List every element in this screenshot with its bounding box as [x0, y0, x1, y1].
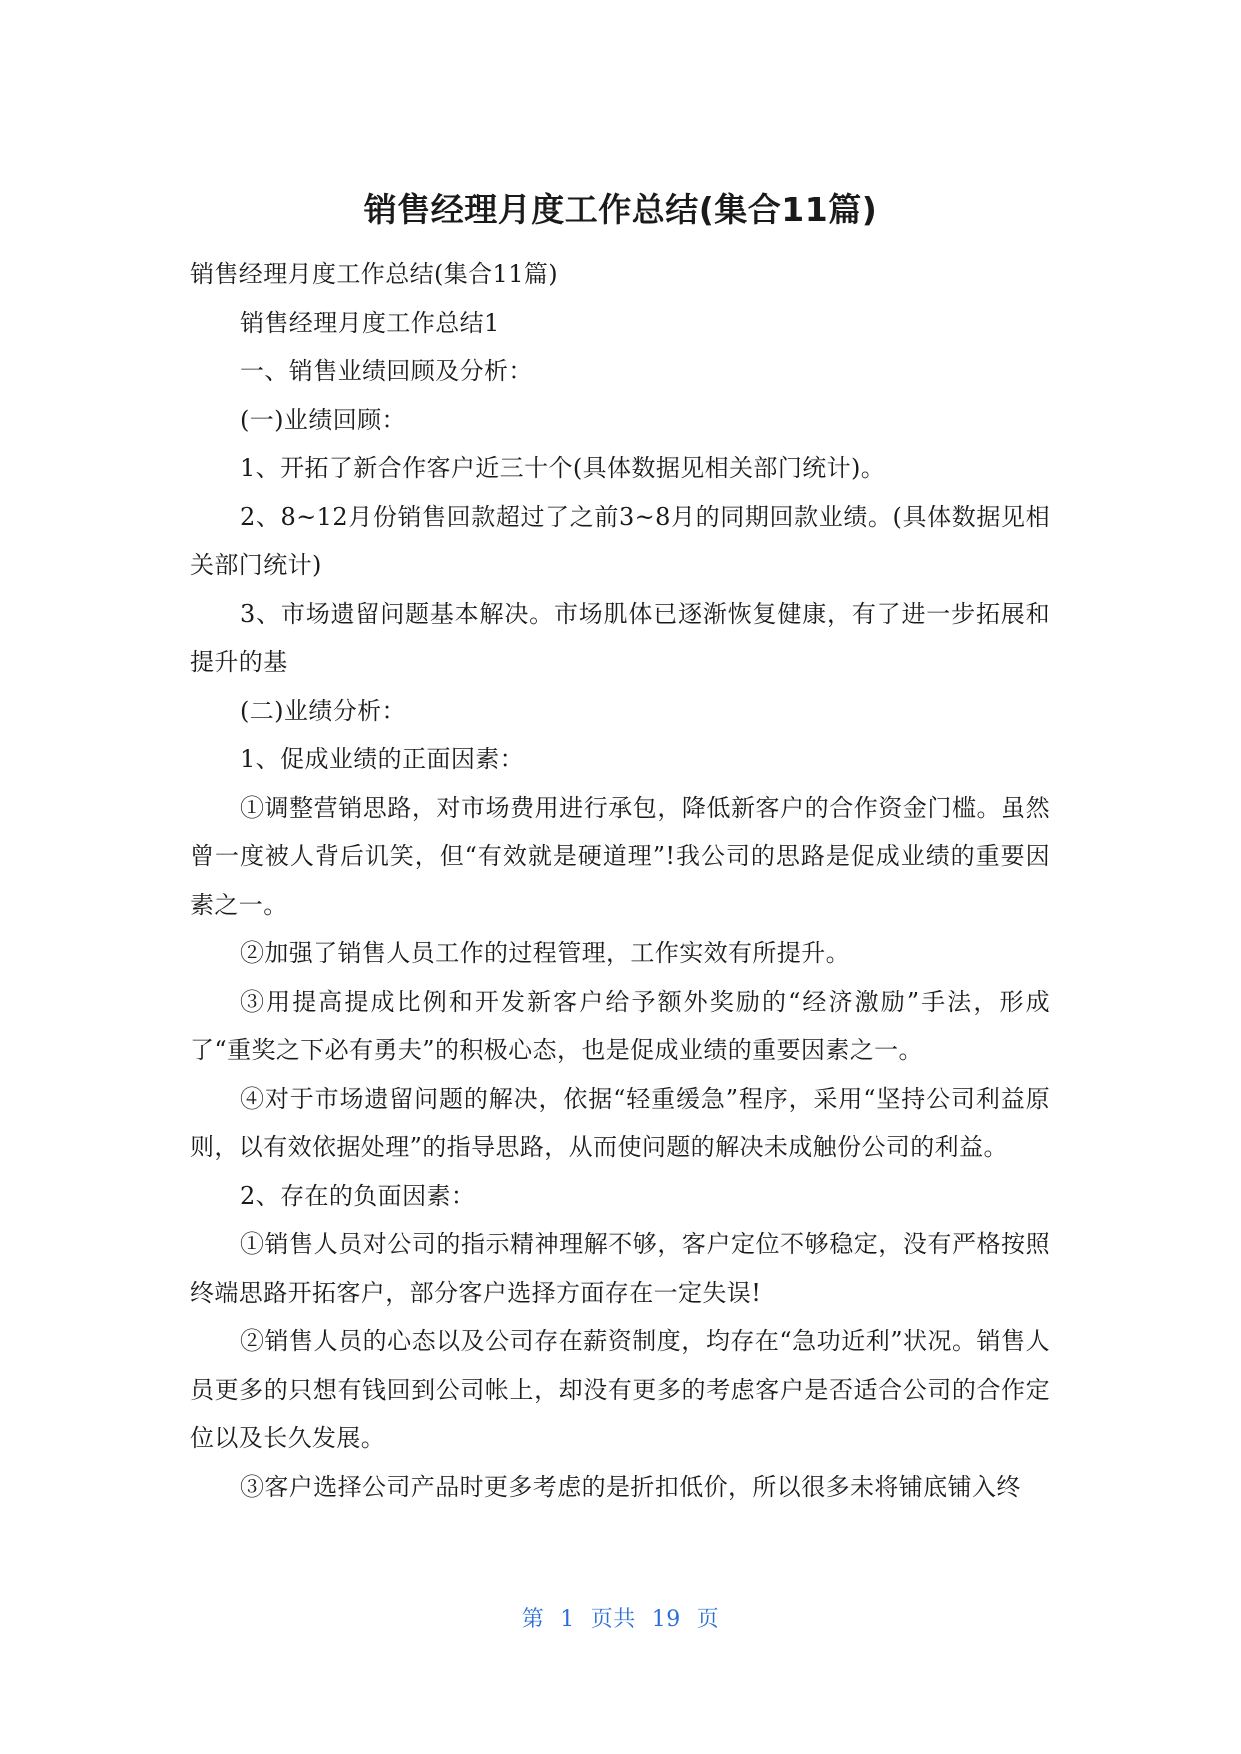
paragraph: ②销售人员的心态以及公司存在薪资制度，均存在“急功近利”状况。销售人员更多的只想有钱回到公司帐上，却没有更多的考虑客户是否适合公司的合作定位以及长久发展。 [190, 1327, 1050, 1452]
total-pages-number: 19 [651, 1607, 681, 1632]
current-page-number: 1 [560, 1607, 575, 1632]
footer-middle: 页共 [590, 1607, 636, 1632]
paragraph: (一)业绩回顾： [240, 405, 406, 434]
paragraph: 1、促成业绩的正面因素： [240, 745, 525, 773]
paragraph: ④对于市场遗留问题的解决，依据“轻重缓急”程序，采用“坚持公司利益原则，以有效依据处理”的指导思路，从而使问题的解决未成触份公司的利益。 [190, 1084, 1050, 1161]
paragraph: 销售经理月度工作总结1 [240, 308, 500, 337]
paragraph: 2、存在的负面因素： [240, 1181, 476, 1210]
paragraph: 一、销售业绩回顾及分析： [240, 357, 533, 385]
paragraph: ②加强了销售人员工作的过程管理，工作实效有所提升。 [240, 939, 850, 967]
paragraph: 3、市场遗留问题基本解决。市场肌体已逐渐恢复健康，有了进一步拓展和提升的基 [190, 599, 1050, 676]
document-body [190, 250, 1050, 1511]
paragraph: ①调整营销思路，对市场费用进行承包，降低新客户的合作资金门槛。虽然曾一度被人背后讥笑，但“有效就是硬道理”!我公司的思路是促成业绩的重要因素之一。 [190, 793, 1050, 919]
document-title: 销售经理月度工作总结(集合11篇) [363, 190, 878, 229]
paragraph: 2、8~12月份销售回款超过了之前3~8月的同期回款业绩。(具体数据见相关部门统计) [190, 502, 1050, 579]
footer-prefix: 第 [521, 1607, 545, 1632]
paragraph: ③用提高提成比例和开发新客户给予额外奖励的“经济激励”手法，形成了“重奖之下必有勇夫”的积极心态，也是促成业绩的重要因素之一。 [190, 987, 1050, 1064]
paragraph: ③客户选择公司产品时更多考虑的是折扣低价，所以很多未将铺底铺入终 [240, 1472, 1021, 1501]
paragraph: 1、开拓了新合作客户近三十个(具体数据见相关部门统计)。 [240, 454, 886, 482]
page-footer [0, 1604, 1241, 1636]
paragraph: 销售经理月度工作总结(集合11篇) [190, 260, 559, 288]
footer-suffix: 页 [696, 1607, 720, 1632]
paragraph: ①销售人员对公司的指示精神理解不够，客户定位不够稳定，没有严格按照终端思路开拓客户，部分客户选择方面存在一定失误! [190, 1230, 1050, 1307]
paragraph: (二)业绩分析： [240, 696, 406, 725]
